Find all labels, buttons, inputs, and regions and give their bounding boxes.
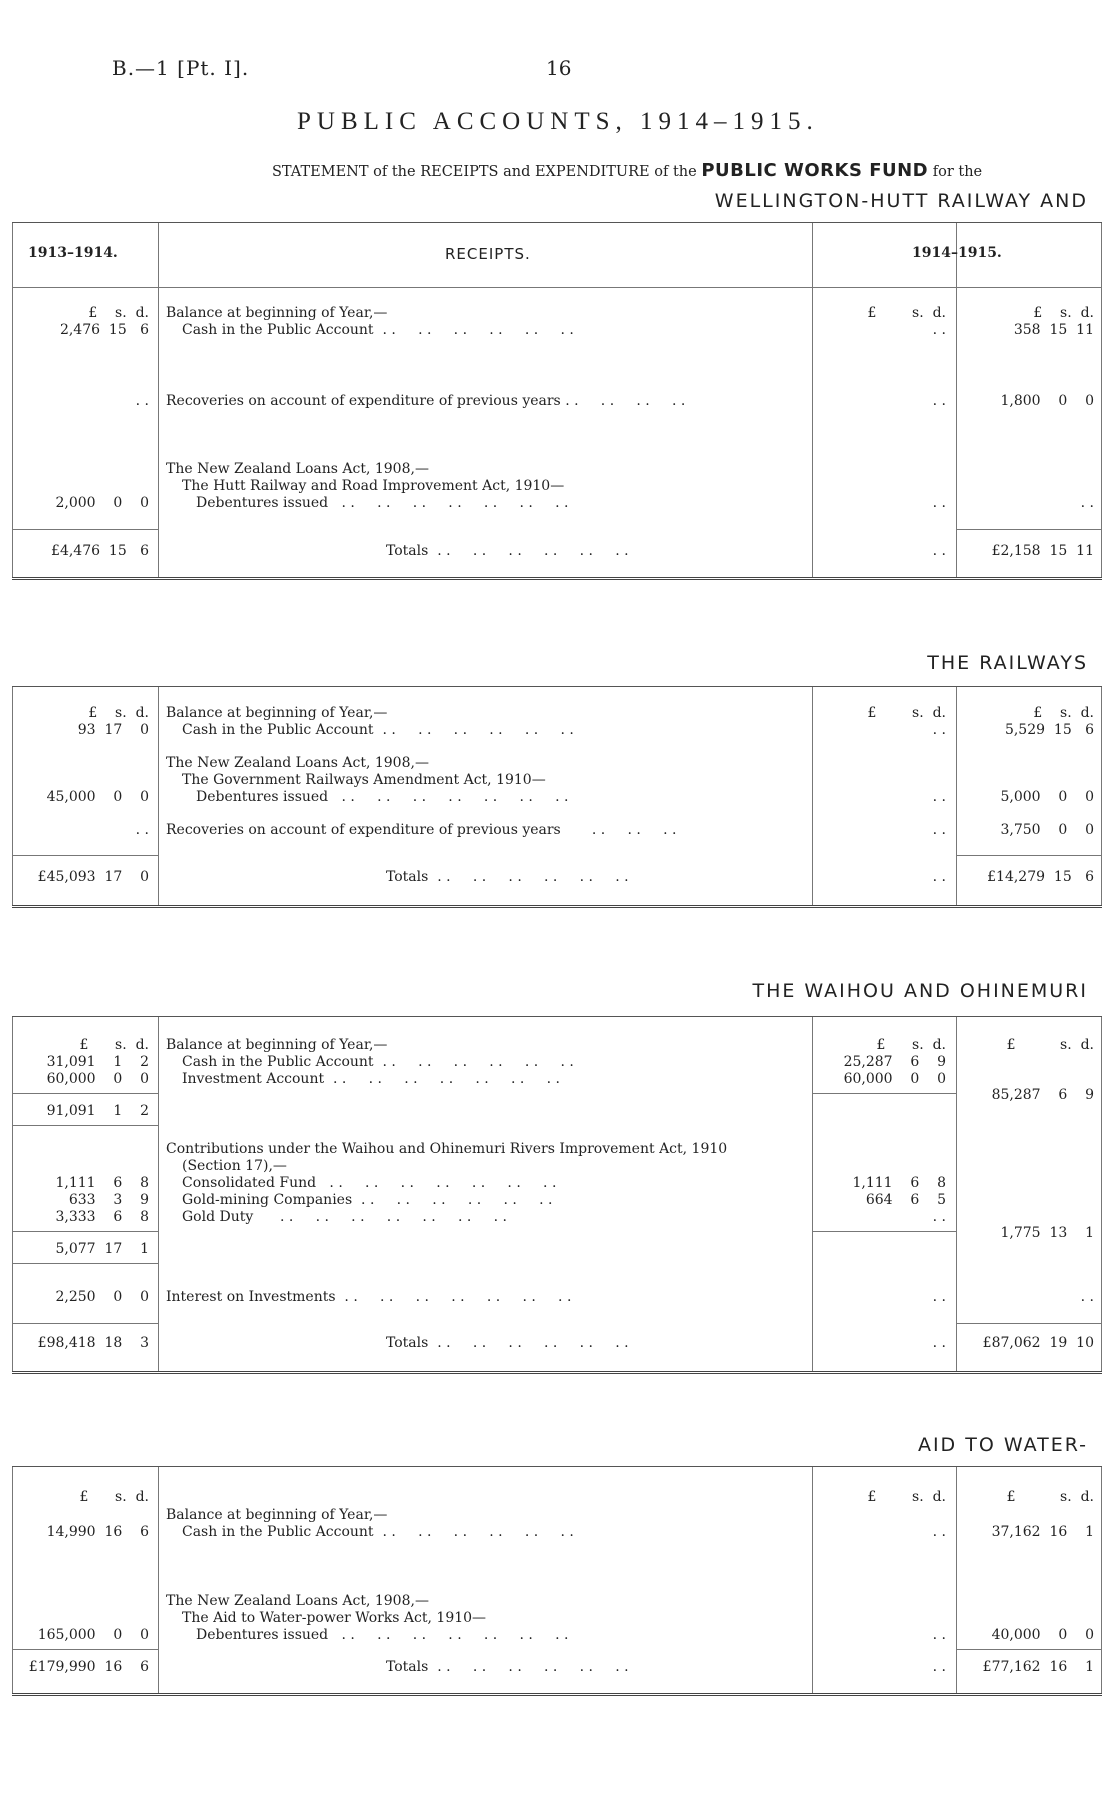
curr-year-value: 85,287 6 9 bbox=[991, 1087, 1094, 1103]
table-row bbox=[12, 789, 1102, 806]
receipt-label-text: Recoveries on account of expenditure of previous years bbox=[166, 393, 561, 409]
prev-year-total: £179,990 16 6 bbox=[28, 1659, 149, 1675]
curr-year-value: 5,529 15 6 bbox=[1004, 722, 1094, 738]
totals-label bbox=[166, 869, 806, 886]
subtotal-value: . . bbox=[932, 393, 946, 409]
receipt-label: The New Zealand Loans Act, 1908,— bbox=[166, 755, 429, 771]
dot-leader: . . . . . . . . . . . . bbox=[428, 1335, 629, 1351]
dot-leader: . . . . . . . . . . . . . . bbox=[328, 1627, 569, 1643]
subtotal-value: . . bbox=[932, 1335, 946, 1351]
curr-year-value: £ s. d. bbox=[1033, 305, 1094, 321]
receipt-label-text: Interest on Investments bbox=[166, 1289, 336, 1305]
prev-year-value: 2,476 15 6 bbox=[59, 322, 149, 338]
dot-leader: . . . . . . . . . . . . . . bbox=[316, 1175, 557, 1191]
subtotal-value: £ s. d. bbox=[867, 705, 946, 721]
dot-leader: . . . . . . bbox=[560, 822, 677, 838]
dot-leader: . . . . . . . . . . . . bbox=[428, 1659, 629, 1675]
curr-year-value: 40,000 0 0 bbox=[991, 1627, 1094, 1643]
subtotal-value: . . bbox=[932, 1289, 946, 1305]
curr-year-total: £14,279 15 6 bbox=[987, 869, 1094, 885]
section-waihou-ohinemuri bbox=[12, 1016, 1102, 1374]
prev-year-value: 2,000 0 0 bbox=[55, 495, 149, 511]
receipt-label-text: Consolidated Fund bbox=[182, 1175, 317, 1191]
subtotal-value: . . bbox=[932, 722, 946, 738]
curr-year-total: £77,162 16 1 bbox=[982, 1659, 1094, 1675]
receipt-label bbox=[182, 1209, 822, 1226]
table-row bbox=[12, 1489, 1102, 1506]
dot-leader: . . . . . . . . . . . . bbox=[373, 722, 574, 738]
totals-row bbox=[12, 543, 1102, 560]
subtotal-value: 664 6 5 bbox=[865, 1192, 946, 1208]
dot-leader: . . . . . . . . . . . . bbox=[373, 1524, 574, 1540]
dot-leader: . . . . . . . . . . . . bbox=[428, 543, 629, 559]
totals-row bbox=[12, 1335, 1102, 1352]
table-row bbox=[12, 1054, 1102, 1071]
curr-year-value: . . bbox=[1080, 495, 1094, 511]
table-row bbox=[12, 705, 1102, 722]
dot-leader: . . . . . . . . bbox=[560, 393, 686, 409]
receipt-label bbox=[196, 789, 836, 806]
receipt-label: The New Zealand Loans Act, 1908,— bbox=[166, 461, 429, 477]
table-row bbox=[12, 1209, 1102, 1226]
table-row bbox=[12, 1610, 1102, 1627]
column-header-curr-year: 1914–1915. bbox=[912, 245, 1002, 261]
curr-year-value: 358 15 11 bbox=[1013, 322, 1094, 338]
table-row bbox=[12, 1225, 1102, 1242]
curr-year-value: £ s. d. bbox=[1006, 1489, 1094, 1505]
table-row bbox=[12, 1627, 1102, 1644]
receipt-label-text: Recoveries on account of expenditure of previous years bbox=[166, 822, 561, 838]
prev-year-total: £45,093 17 0 bbox=[37, 869, 149, 885]
dot-leader: . . . . . . . . . . . . . . bbox=[253, 1209, 507, 1225]
dot-leader: . . . . . . . . . . . . bbox=[428, 869, 629, 885]
table-row bbox=[12, 1071, 1102, 1088]
table-row bbox=[12, 772, 1102, 789]
prev-year-value: £ s. d. bbox=[88, 705, 149, 721]
receipt-label: Contributions under the Waihou and Ohinemuri Rivers Improvement Act, 1910 bbox=[166, 1141, 728, 1157]
receipt-label-text: Investment Account bbox=[182, 1071, 325, 1087]
subtotal-value: . . bbox=[932, 1659, 946, 1675]
section-title-aid-to-water: AID TO WATER- bbox=[917, 1434, 1088, 1456]
receipt-label bbox=[182, 1192, 822, 1209]
receipt-label bbox=[182, 1524, 822, 1541]
subtotal-value: . . bbox=[932, 869, 946, 885]
receipt-label-text: Debentures issued bbox=[196, 1627, 329, 1643]
table-row bbox=[12, 1158, 1102, 1175]
curr-year-value: 1,800 0 0 bbox=[1000, 393, 1094, 409]
section-aid-to-water-power bbox=[12, 1466, 1102, 1696]
prev-year-value: . . bbox=[135, 393, 149, 409]
receipt-label bbox=[166, 1289, 806, 1306]
receipt-label: The Government Railways Amendment Act, 1910— bbox=[182, 772, 546, 788]
subtotal-value: . . bbox=[932, 322, 946, 338]
table-row bbox=[12, 1087, 1102, 1104]
table-row bbox=[12, 495, 1102, 512]
table-row bbox=[12, 755, 1102, 772]
totals-row bbox=[12, 1659, 1102, 1676]
column-header-prev-year: 1913–1914. bbox=[28, 245, 118, 261]
prev-year-value: 60,000 0 0 bbox=[46, 1071, 149, 1087]
receipt-label bbox=[196, 1627, 836, 1644]
subtotal-value: . . bbox=[932, 822, 946, 838]
totals-label-text: Totals bbox=[386, 543, 429, 559]
prev-year-value: £ s. d. bbox=[79, 1037, 149, 1053]
receipt-label bbox=[182, 1054, 822, 1071]
curr-year-value: . . bbox=[1080, 1289, 1094, 1305]
prev-year-value: 633 3 9 bbox=[68, 1192, 149, 1208]
prev-year-value: 31,091 1 2 bbox=[46, 1054, 149, 1070]
subtotal-value: £ s. d. bbox=[867, 305, 946, 321]
prev-year-value: 165,000 0 0 bbox=[37, 1627, 149, 1643]
receipt-label bbox=[196, 495, 836, 512]
totals-label bbox=[166, 543, 806, 560]
dot-leader: . . . . . . . . . . . . bbox=[373, 322, 574, 338]
curr-year-value: £ s. d. bbox=[1006, 1037, 1094, 1053]
curr-year-value: 37,162 16 1 bbox=[991, 1524, 1094, 1540]
section-title-wellington-hutt: WELLINGTON-HUTT RAILWAY AND bbox=[714, 190, 1088, 212]
totals-label bbox=[166, 1335, 806, 1352]
table-row bbox=[12, 478, 1102, 495]
totals-label-text: Totals bbox=[386, 1659, 429, 1675]
receipt-label: Balance at beginning of Year,— bbox=[166, 305, 388, 321]
page-title: PUBLIC ACCOUNTS, 1914–1915. bbox=[297, 108, 819, 135]
receipt-label-text: Cash in the Public Account bbox=[182, 1054, 374, 1070]
receipt-label: The Aid to Water-power Works Act, 1910— bbox=[182, 1610, 487, 1626]
subtotal-value: . . bbox=[932, 1627, 946, 1643]
subtotal-value: . . bbox=[932, 1209, 946, 1225]
prev-year-subtotal: 5,077 17 1 bbox=[55, 1241, 149, 1257]
dot-leader: . . . . . . . . . . . . . . bbox=[328, 789, 569, 805]
receipt-label: The Hutt Railway and Road Improvement Act, 1910— bbox=[182, 478, 565, 494]
prev-year-value: 45,000 0 0 bbox=[46, 789, 149, 805]
dot-leader: . . . . . . . . . . . . . . bbox=[328, 495, 569, 511]
table-row bbox=[12, 305, 1102, 322]
prev-year-value: . . bbox=[135, 822, 149, 838]
table-row bbox=[12, 722, 1102, 739]
receipt-label bbox=[182, 1175, 822, 1192]
receipt-label: The New Zealand Loans Act, 1908,— bbox=[166, 1593, 429, 1609]
receipt-label-text: Gold-mining Companies bbox=[182, 1192, 353, 1208]
receipt-label bbox=[166, 822, 806, 839]
table-row bbox=[12, 1593, 1102, 1610]
receipt-label: Balance at beginning of Year,— bbox=[166, 1037, 388, 1053]
statement-prefix: STATEMENT of the RECEIPTS and EXPENDITURE of the bbox=[272, 164, 697, 180]
table-row bbox=[12, 1241, 1102, 1258]
table-row bbox=[12, 1103, 1102, 1120]
subtotal-value: . . bbox=[932, 1524, 946, 1540]
dot-leader: . . . . . . . . . . . . . . bbox=[324, 1071, 560, 1087]
prev-year-value: £ s. d. bbox=[79, 1489, 149, 1505]
prev-year-total: £4,476 15 6 bbox=[51, 543, 149, 559]
column-header-receipts: RECEIPTS. bbox=[445, 245, 531, 263]
table-row bbox=[12, 1175, 1102, 1192]
totals-label-text: Totals bbox=[386, 1335, 429, 1351]
dot-leader: . . . . . . . . . . . . . . bbox=[335, 1289, 572, 1305]
table-row bbox=[12, 1507, 1102, 1524]
table-row bbox=[12, 1289, 1102, 1306]
table-row bbox=[12, 1524, 1102, 1541]
curr-year-total: £87,062 19 10 bbox=[982, 1335, 1094, 1351]
subtotal-value: 25,287 6 9 bbox=[843, 1054, 946, 1070]
receipt-label-text: Gold Duty bbox=[182, 1209, 254, 1225]
prev-year-total: £98,418 18 3 bbox=[37, 1335, 149, 1351]
curr-year-value: £ s. d. bbox=[1033, 705, 1094, 721]
receipt-label: Balance at beginning of Year,— bbox=[166, 1507, 388, 1523]
table-row bbox=[12, 1141, 1102, 1158]
receipt-label bbox=[182, 322, 822, 339]
statement-fund: PUBLIC WORKS FUND bbox=[701, 160, 929, 181]
receipt-label-text: Debentures issued bbox=[196, 495, 329, 511]
subtotal-value: . . bbox=[932, 543, 946, 559]
prev-year-value: 2,250 0 0 bbox=[55, 1289, 149, 1305]
receipt-label bbox=[182, 1071, 822, 1088]
table-row bbox=[12, 461, 1102, 478]
table-row bbox=[12, 822, 1102, 839]
prev-year-subtotal: 91,091 1 2 bbox=[46, 1103, 149, 1119]
receipt-label bbox=[166, 393, 806, 410]
curr-year-total: £2,158 15 11 bbox=[991, 543, 1094, 559]
table-row bbox=[12, 1192, 1102, 1209]
prev-year-value: 3,333 6 8 bbox=[55, 1209, 149, 1225]
prev-year-value: 93 17 0 bbox=[77, 722, 149, 738]
receipt-label-text: Cash in the Public Account bbox=[182, 322, 374, 338]
prev-year-value: 14,990 16 6 bbox=[46, 1524, 149, 1540]
table-row bbox=[12, 1037, 1102, 1054]
prev-year-value: £ s. d. bbox=[88, 305, 149, 321]
subtotal-value: 1,111 6 8 bbox=[852, 1175, 946, 1191]
subtotal-value: 60,000 0 0 bbox=[843, 1071, 946, 1087]
totals-label bbox=[166, 1659, 806, 1676]
table-row bbox=[12, 322, 1102, 339]
page-number: 16 bbox=[546, 56, 572, 80]
curr-year-value: 5,000 0 0 bbox=[1000, 789, 1094, 805]
subtotal-value: . . bbox=[932, 789, 946, 805]
section-railways bbox=[12, 686, 1102, 908]
statement-suffix: for the bbox=[932, 164, 983, 180]
subtotal-value: . . bbox=[932, 495, 946, 511]
dot-leader: . . . . . . . . . . . . bbox=[352, 1192, 553, 1208]
receipt-label: Balance at beginning of Year,— bbox=[166, 705, 388, 721]
receipt-label-text: Cash in the Public Account bbox=[182, 1524, 374, 1540]
totals-row bbox=[12, 869, 1102, 886]
receipt-label-text: Cash in the Public Account bbox=[182, 722, 374, 738]
table-row bbox=[12, 393, 1102, 410]
subtotal-value: £ s. d. bbox=[867, 1489, 946, 1505]
receipt-label-text: Debentures issued bbox=[196, 789, 329, 805]
totals-label-text: Totals bbox=[386, 869, 429, 885]
curr-year-value: 3,750 0 0 bbox=[1000, 822, 1094, 838]
statement-heading bbox=[272, 160, 982, 181]
curr-year-value: 1,775 13 1 bbox=[1000, 1225, 1094, 1241]
subtotal-value: £ s. d. bbox=[876, 1037, 946, 1053]
section-wellington-hutt bbox=[12, 222, 1102, 580]
document-reference: B.—1 [Pt. I]. bbox=[112, 56, 250, 80]
prev-year-value: 1,111 6 8 bbox=[55, 1175, 149, 1191]
receipt-label: (Section 17),— bbox=[182, 1158, 287, 1174]
receipt-label bbox=[182, 722, 822, 739]
section-title-railways: THE RAILWAYS bbox=[927, 652, 1088, 674]
section-title-waihou-ohinemuri: THE WAIHOU AND OHINEMURI bbox=[752, 980, 1088, 1002]
dot-leader: . . . . . . . . . . . . bbox=[373, 1054, 574, 1070]
